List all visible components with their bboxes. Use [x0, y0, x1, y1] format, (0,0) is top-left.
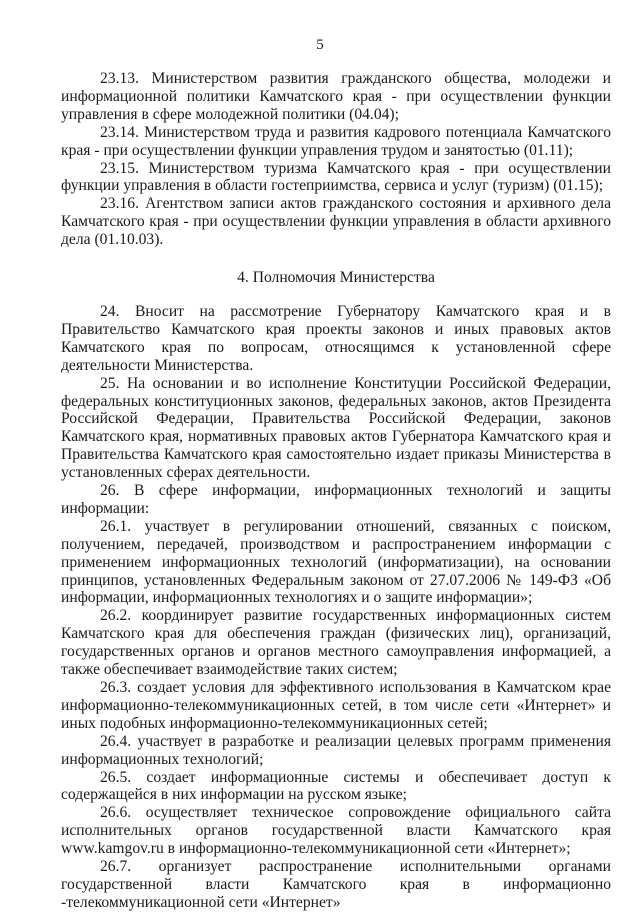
- paragraph-23-14: 23.14. Министерством труда и развития кадрового потенциала Камчатского края - при осуществлении функции управления трудом и занятостью (01.11);: [61, 123, 611, 159]
- page-number: 5: [316, 37, 324, 53]
- paragraph-26-5: 26.5. создает информационные системы и обеспечивает доступ к содержащейся в них информации на русском языке;: [61, 768, 611, 804]
- paragraph-25: 25. На основании и во исполнение Конституции Российской Федерации, федеральных конституционных законов, федеральных законов, актов Президента Российской Федерации, Правительства Российской Федерации, законов Камчатского края, нормативных правовых актов Губернатора Камчатского края и Правительства Камчатского края самостоятельно издает приказы Министерства в установленных сферах деятельности.: [61, 374, 611, 482]
- paragraph-26-6: 26.6. осуществляет техническое сопровождение официального сайта исполнительных органов государственной власти Камчатского края www.kamgov.ru в информационно-телекоммуникационной сети «Интернет»;: [61, 804, 611, 858]
- paragraph-26-2: 26.2. координирует развитие государственных информационных систем Камчатского края для обеспечения граждан (физических лиц), организаций, государственных органов и органов местного самоуправления информацией, а также обеспечивает взаимодействие таких систем;: [61, 607, 611, 679]
- paragraph-26-1: 26.1. участвует в регулировании отношений, связанных с поиском, получением, передачей, производством и распространением информации с применением информационных технологий (информатизации), на основании принципов, установленных Федеральным законом от 27.07.2006 № 149-ФЗ «Об информации, информационных технологиях и о защите информации»;: [61, 517, 611, 607]
- paragraph-26-7: 26.7. организует распространение исполнительными органами государственной власти Камчатского края в информационно -телекоммуникационной сети «Интернет»: [61, 858, 611, 911]
- paragraph-24: 24. Вносит на рассмотрение Губернатору Камчатского края и в Правительство Камчатского края проекты законов и иных правовых актов Камчатского края по вопросам, относящимся к установленной сфере деятельности Министерства.: [61, 302, 611, 374]
- paragraph-26-4: 26.4. участвует в разработке и реализации целевых программ применения информационных технологий;: [61, 732, 611, 768]
- document-body: [61, 70, 611, 912]
- paragraph-26-3: 26.3. создает условия для эффективного использования в Камчатском крае информационно-телекоммуникационных сетей, в том числе сети «Интернет» и иных подобных информационно-телекоммуникационных сетей;: [61, 679, 611, 732]
- paragraph-23-16: 23.16. Агентством записи актов гражданского состояния и архивного дела Камчатского края - при осуществлении функции управления в области архивного дела (01.10.03).: [61, 195, 611, 249]
- paragraph-23-15: 23.15. Министерством туризма Камчатского края - при осуществлении функции управления в области гостеприимства, сервиса и услуг (туризм) (01.15);: [61, 159, 611, 195]
- paragraph-26: 26. В сфере информации, информационных технологий и защиты информации:: [61, 482, 611, 517]
- section-heading: 4. Полномочия Министерства: [237, 269, 435, 287]
- paragraph-23-13: 23.13. Министерством развития гражданского общества, молодежи и информационной политики Камчатского края - при осуществлении функции управления в сфере молодежной политики (04.04);: [61, 70, 611, 123]
